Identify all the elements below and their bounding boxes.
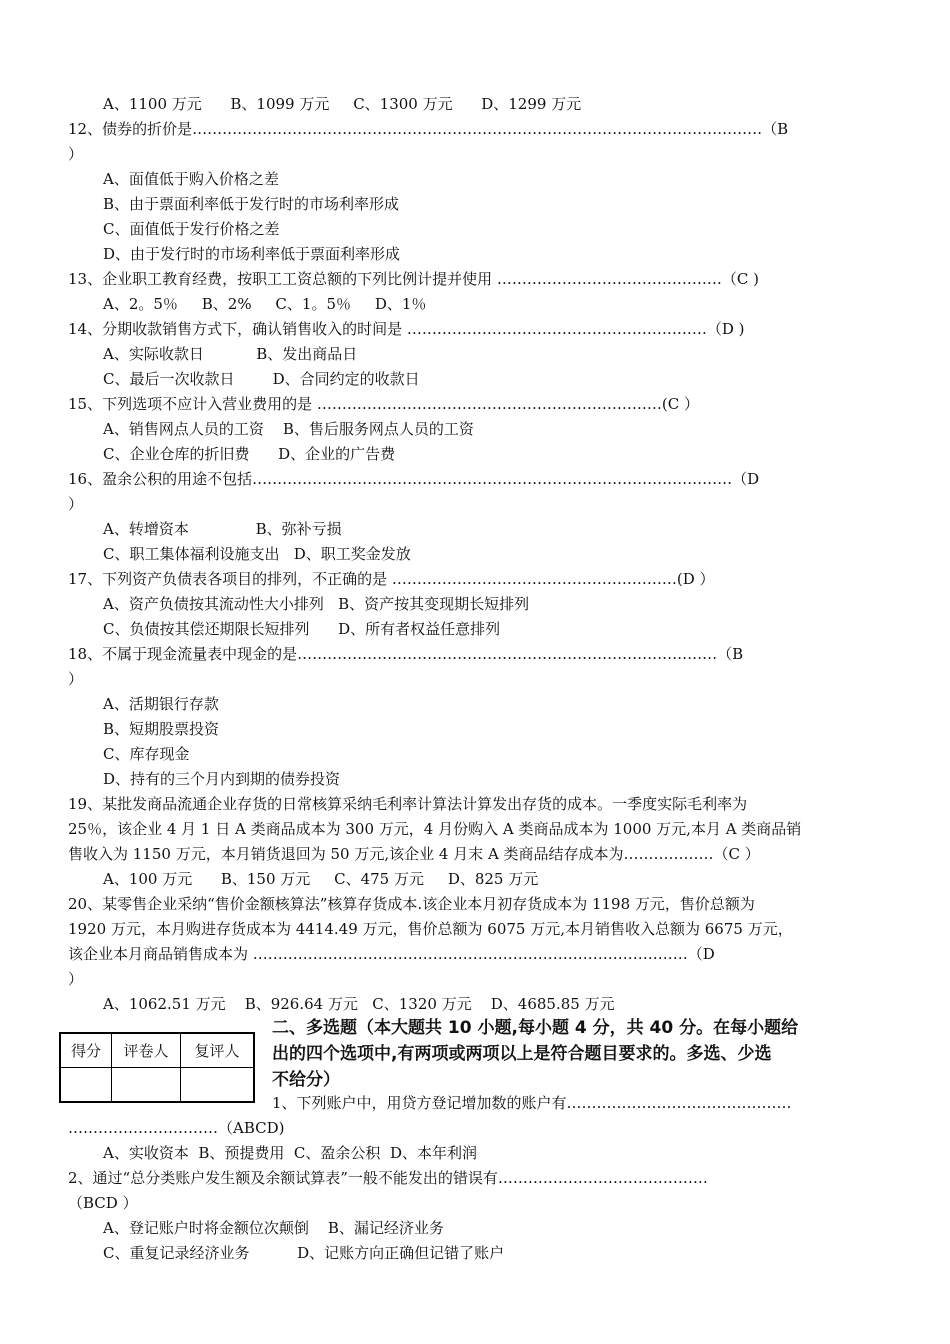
answer-options: B、短期股票投资 [103,720,220,738]
score-header: 得分 [60,1033,112,1068]
score-cell[interactable] [60,1068,112,1103]
reviewer-cell[interactable] [181,1068,255,1103]
question-text: ） [68,145,84,163]
answer-options: A、转增资本 B、弥补亏损 [103,520,342,538]
question-text: …………………………（ABCD) [68,1119,285,1137]
question-text: 14、分期收款销售方式下，确认销售收入的时间是 ……………………………………………………（D ) [68,320,745,338]
answer-options: A、1062.51 万元 B、926.64 万元 C、1320 万元 D、4685.85 万元 [103,995,615,1013]
answer-options: B、由于票面利率低于发行时的市场利率形成 [103,195,400,213]
question-text: 该企业本月商品销售成本为 ……………………………………………………………………………（D [68,945,715,963]
section-heading-line-3: 不给分） [272,1070,340,1090]
answer-options: A、资产负债按其流动性大小排列 B、资产按其变现期长短排列 [103,595,530,613]
question-text: 1920 万元，本月购进存货成本为 4414.49 万元，售价总额为 6075 万元,本月销售收入总额为 6675 万元， [68,920,793,938]
answer-options: D、由于发行时的市场利率低于票面利率形成 [103,245,401,263]
score-table [59,1032,255,1103]
answer-options: A、面值低于购入价格之差 [103,170,279,188]
question-text: 2、通过“总分类账户发生额及余额试算表”一般不能发出的错误有…………………………………… [68,1169,708,1187]
question-text: ） [68,970,84,988]
answer-options: D、持有的三个月内到期的债券投资 [103,770,341,788]
question-text: 12、债券的折价是……………………………………………………………………………………………………（B [68,120,789,138]
answer-options: A、实际收款日 B、发出商品日 [103,345,358,363]
answer-options: A、活期银行存款 [103,695,219,713]
answer-options: C、负债按其偿还期限长短排列 D、所有者权益任意排列 [103,620,501,638]
question-text: ） [68,670,84,688]
question-text: ） [68,495,84,513]
question-text: 20、某零售企业采纳“售价金额核算法”核算存货成本.该企业本月初存货成本为 1198 万元，售价总额为 [68,895,755,913]
question-text: 售收入为 1150 万元，本月销货退回为 50 万元,该企业 4 月末 A 类商品结存成本为………………（C ） [68,845,760,863]
question-text: （BCD ） [68,1194,138,1212]
question-text: 18、不属于现金流量表中现金的是…………………………………………………………………………（B [68,645,744,663]
answer-options: A、100 万元 B、150 万元 C、475 万元 D、825 万元 [103,870,539,888]
answer-options: A、登记账户时将金额位次颠倒 B、漏记经济业务 [103,1219,444,1237]
question-text: 16、盈余公积的用途不包括……………………………………………………………………………………（D [68,470,760,488]
answer-options: A、实收资本 B、预提费用 C、盈余公积 D、本年利润 [103,1144,477,1162]
answer-options: C、企业仓库的折旧费 D、企业的广告费 [103,445,396,463]
answer-options: A、销售网点人员的工资 B、售后服务网点人员的工资 [103,420,474,438]
reviewer-header: 复评人 [181,1033,255,1068]
section-heading-line-2: 出的四个选项中,有两项或两项以上是符合题目要求的。多选、少选 [272,1044,772,1064]
grader-cell[interactable] [112,1068,181,1103]
question-text: 1、下列账户中，用贷方登记增加数的账户有……………………………………… [272,1094,792,1112]
question-text: 13、企业职工教育经费，按职工工资总额的下列比例计提并使用 ………………………………………（C ) [68,270,759,288]
answer-options: C、职工集体福利设施支出 D、职工奖金发放 [103,545,411,563]
answer-options: C、重复记录经济业务 D、记账方向正确但记错了账户 [103,1244,505,1262]
answer-options: C、库存现金 [103,745,190,763]
question-text: 17、下列资产负债表各项目的排列，不正确的是 …………………………………………………(D ） [68,570,715,588]
answer-options: A、1100 万元 B、1099 万元 C、1300 万元 D、1299 万元 [103,95,582,113]
answer-options: A、2。5％ B、2% C、1。5％ D、1％ [103,295,427,313]
section-heading-line-1: 二、多选题（本大题共 10 小题,每小题 4 分，共 40 分。在每小题给 [272,1018,799,1038]
question-text: 25％，该企业 4 月 1 日 A 类商品成本为 300 万元，4 月份购入 A 类商品成本为 1000 万元,本月 A 类商品销 [68,820,802,838]
answer-options: C、面值低于发行价格之差 [103,220,280,238]
question-text: 15、下列选项不应计入营业费用的是 ……………………………………………………………(C ） [68,395,699,413]
grader-header: 评卷人 [112,1033,181,1068]
question-text: 19、某批发商品流通企业存货的日常核算采纳毛利率计算法计算发出存货的成本。一季度实际毛利率为 [68,795,748,813]
answer-options: C、最后一次收款日 D、合同约定的收款日 [103,370,420,388]
